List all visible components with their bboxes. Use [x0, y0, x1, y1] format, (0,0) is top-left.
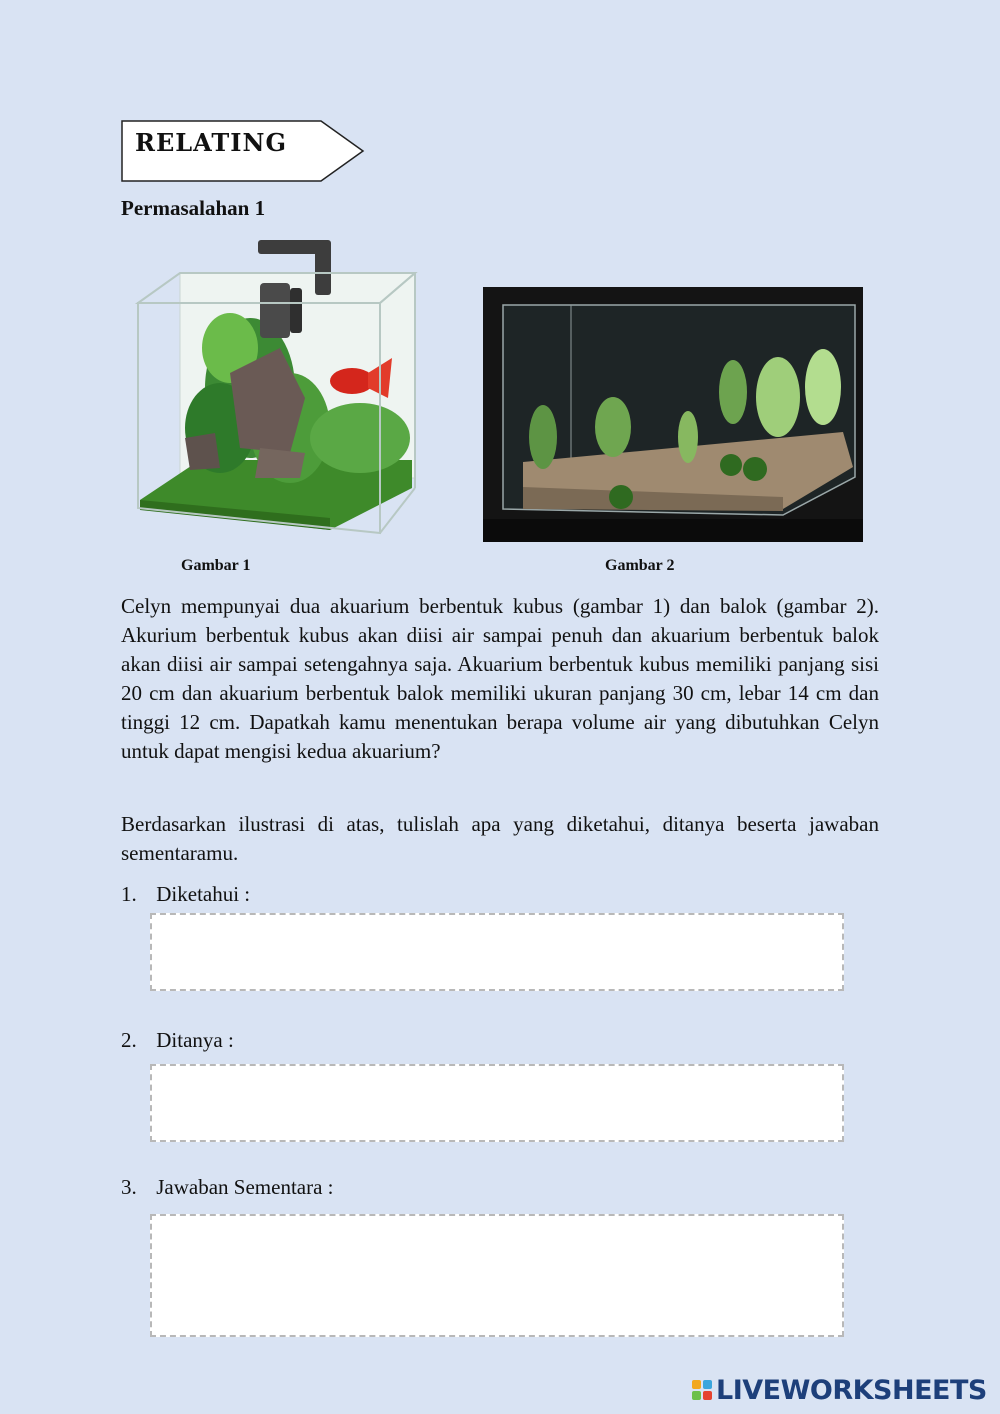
answer-field-diketahui[interactable] [150, 913, 844, 991]
problem-story: Celyn mempunyai dua akuarium berbentuk kubus (gambar 1) dan balok (gambar 2). Akurium berbentuk kubus akan diisi air sampai penuh dan akuarium berbentuk balok akan diisi air sampai setengahnya saja. Akuarium berbentuk kubus memiliki panjang sisi 20 cm dan akuarium berbentuk balok memiliki ukuran panjang 30 cm, lebar 14 cm dan tinggi 12 cm. Dapatkah kamu menentukan berapa volume air yang dibutuhkan Celyn untuk dapat mengisi kedua akuarium? [121, 594, 879, 763]
question-label: Ditanya : [156, 1028, 234, 1052]
answer-field-jawaban-sementara[interactable] [150, 1214, 844, 1337]
question-number: 2. [121, 1028, 137, 1052]
question-label: Diketahui : [156, 882, 251, 906]
question-label: Jawaban Sementara : [156, 1175, 334, 1199]
problem-title: Permasalahan 1 [121, 196, 266, 220]
section-tag [121, 120, 365, 182]
section-tag-label: RELATING [135, 128, 287, 157]
cuboid-aquarium-image [483, 287, 863, 542]
question-3 [121, 1175, 334, 1200]
cube-aquarium-image [130, 238, 422, 538]
question-number: 1. [121, 882, 137, 906]
liveworksheets-logo-text: LIVEWORKSHEETS [716, 1374, 987, 1406]
liveworksheets-logo-icon [692, 1380, 712, 1400]
figure-2-caption: Gambar 2 [605, 557, 675, 574]
answer-field-ditanya[interactable] [150, 1064, 844, 1142]
figure-1-caption: Gambar 1 [181, 557, 251, 574]
liveworksheets-logo [692, 1374, 987, 1406]
question-2 [121, 1028, 234, 1053]
question-number: 3. [121, 1175, 137, 1199]
problem-instruction: Berdasarkan ilustrasi di atas, tulislah apa yang diketahui, ditanya beserta jawaban sementaramu. [121, 812, 879, 865]
question-1 [121, 882, 250, 907]
